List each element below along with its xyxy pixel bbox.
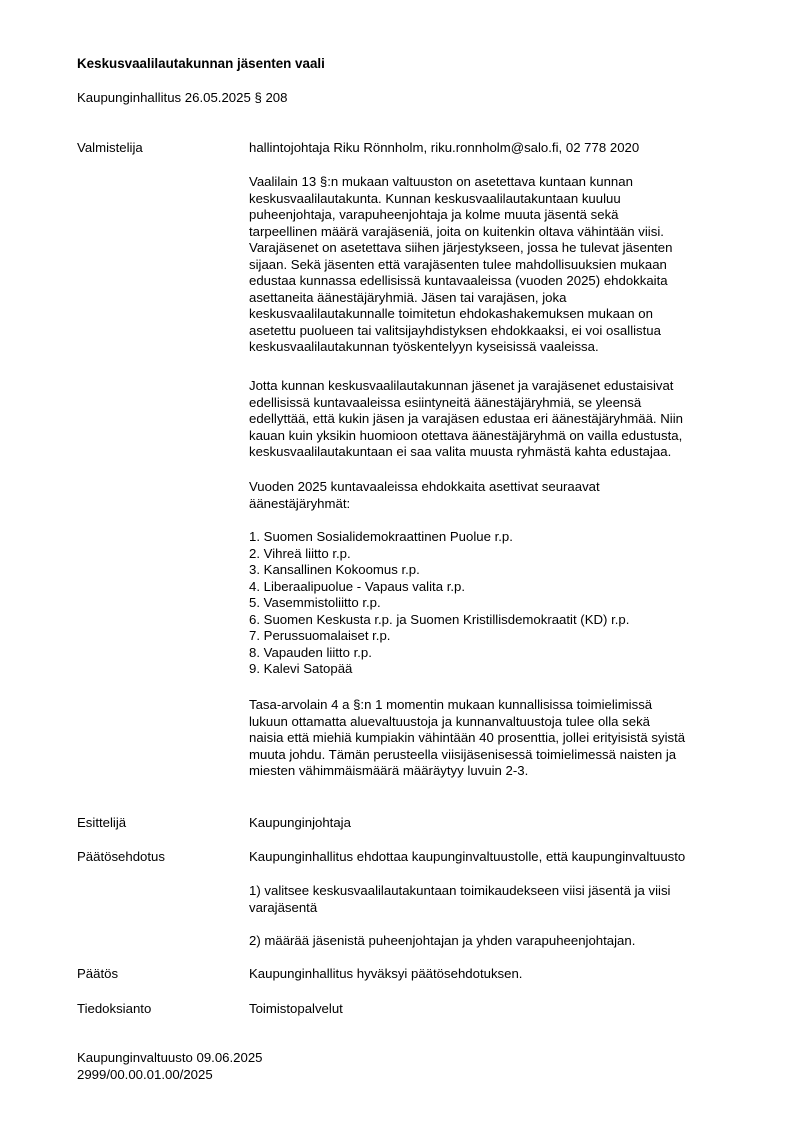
presenter-value: Kaupunginjohtaja (249, 815, 351, 830)
section-content-valmistelija (249, 140, 741, 778)
proposal-intro: Kaupunginhallitus ehdottaa kaupunginvaltuustolle, että kaupunginvaltuusto (249, 849, 686, 864)
document-title: Keskusvaalilautakunnan jäsenten vaali (77, 56, 325, 71)
list-item: 7. Perussuomalaiset r.p. (249, 628, 391, 643)
paragraph-voter-groups-intro: Vuoden 2025 kuntavaaleissa ehdokkaita asettivat seuraavat äänestäjäryhmät: (249, 479, 600, 511)
meeting-reference: Kaupunginhallitus 26.05.2025 § 208 (77, 90, 288, 105)
list-item: 5. Vasemmistoliitto r.p. (249, 595, 381, 610)
section-label-valmistelija: Valmistelija (77, 140, 143, 155)
section-label-esittelija: Esittelijä (77, 815, 127, 830)
section-label-tiedoksianto: Tiedoksianto (77, 1001, 152, 1016)
preparer-contact: hallintojohtaja Riku Rönnholm, riku.ronnholm@salo.fi, 02 778 2020 (249, 140, 640, 155)
proposal-item-1: 1) valitsee keskusvaalilautakuntaan toimikaudekseen viisi jäsentä ja viisi varajäsentä (249, 883, 671, 915)
paragraph-election-law: Vaalilain 13 §:n mukaan valtuuston on asetettava kuntaan kunnan keskusvaalilautakunta. Kunnan keskusvaalilautakuntaan kuuluu puheenjohtaja, varapuheenjohtaja ja kolme muuta jäsentä sekä tarpeellinen määrä varajäseniä, joita on kuitenkin oltava vähintään viisi. Varajäsenet on asetettava siihen järjestykseen, jossa he tulevat jäsenten sijaan. Sekä jäsenten että varajäsenten tulee mahdollisuuksien mukaan edustaa kunnassa edellisissä kuntavaaleissa (vuoden 2025) ehdokkaita asettaneita äänestäjäryhmiä. Jäsen tai varajäsen, joka keskusvaalilautakunnalle toimitetun ehdokashakemuksen mukaan on asetettu puolueen tai valitsijayhdistyksen ehdokkaaksi, ei voi osallistua keskusvaalilautakunnan työskentelyyn kyseisissä vaaleissa. (249, 174, 673, 354)
list-item: 3. Kansallinen Kokoomus r.p. (249, 562, 420, 577)
voter-groups-list (249, 529, 741, 678)
list-item: 2. Vihreä liitto r.p. (249, 545, 351, 561)
list-item: 4. Liberaalipuolue - Vapaus valita r.p. (249, 578, 466, 594)
notification-value: Toimistopalvelut (249, 1001, 343, 1016)
list-item: 8. Vapauden liitto r.p. (249, 644, 372, 660)
paragraph-equality-law: Tasa-arvolain 4 a §:n 1 momentin mukaan kunnallisissa toimielimissä lukuun ottamatta aluevaltuustoja ja kunnanvaltuustoja tulee olla sekä naisia että miehiä kumpiakin vähintään 40 prosenttia, jollei erityisistä syistä muuta johdu. Tämän perusteella viisijäsenisessä toimielimessä naisten ja miesten vähimmäismäärä määräytyy luvuin 2-3. (249, 697, 686, 778)
footer-council-date: Kaupunginvaltuusto 09.06.2025 (77, 1050, 263, 1065)
section-label-paatosehdotus: Päätösehdotus (77, 849, 165, 864)
list-item: 9. Kalevi Satopää (249, 661, 353, 676)
footer-record-number: 2999/00.00.01.00/2025 (77, 1066, 213, 1082)
list-item: 1. Suomen Sosialidemokraattinen Puolue r.p. (249, 529, 513, 544)
section-content-paatosehdotus (249, 849, 741, 948)
section-label-paatos: Päätös (77, 966, 119, 981)
decision-value: Kaupunginhallitus hyväksyi päätösehdotuksen. (249, 966, 523, 981)
list-item: 6. Suomen Keskusta r.p. ja Suomen Kristillisdemokraatit (KD) r.p. (249, 611, 630, 627)
document-footer (77, 1050, 263, 1083)
paragraph-representation: Jotta kunnan keskusvaalilautakunnan jäsenet ja varajäsenet edustaisivat edellisissä kuntavaaleissa esiintyneitä äänestäjäryhmiä, se yleensä edellyttää, että kukin jäsen ja varajäsen edustaa eri äänestäjäryhmää. Niin kauan kuin yksikin huomioon otettava äänestäjäryhmä on vailla edustusta, keskusvaalilautakuntaan ei saa valita muusta ryhmästä kahta edustajaa. (249, 378, 683, 459)
proposal-item-2: 2) määrää jäsenistä puheenjohtajan ja yhden varapuheenjohtajan. (249, 933, 636, 948)
